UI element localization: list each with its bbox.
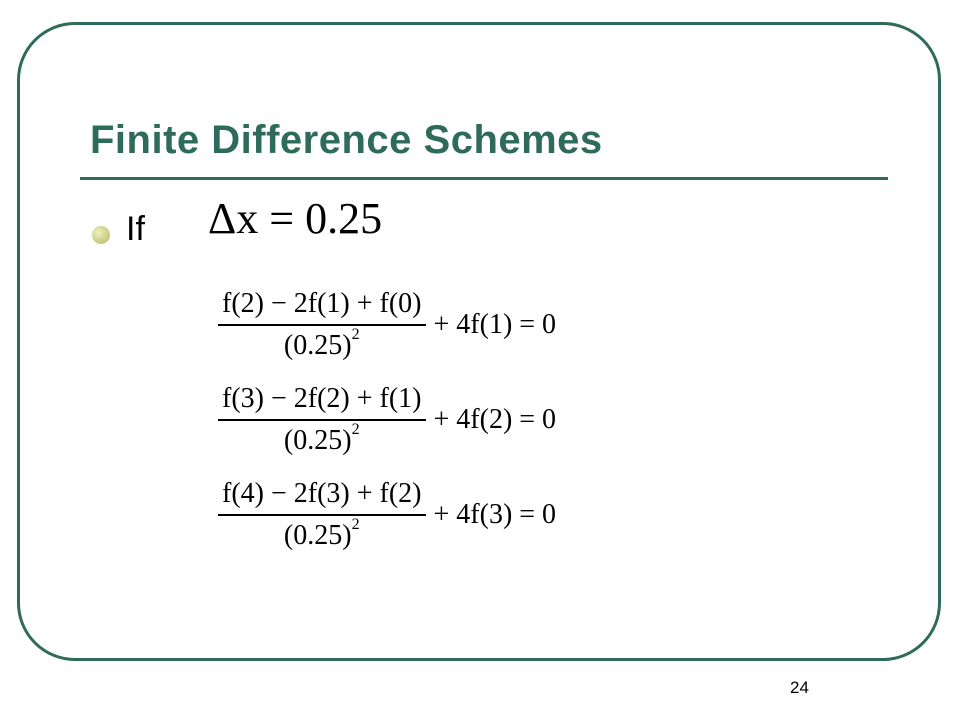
denominator-base: (0.25) — [283, 330, 352, 361]
fraction — [218, 383, 426, 457]
title-underline — [80, 177, 888, 180]
denominator-base: (0.25) — [283, 520, 352, 551]
numerator: f(4) − 2f(3) + f(2) — [218, 478, 426, 516]
numerator: f(3) − 2f(2) + f(1) — [218, 383, 426, 421]
equation-rest: + 4f(3) = 0 — [433, 499, 557, 530]
denominator — [284, 326, 360, 362]
equation-3 — [218, 478, 556, 552]
denominator — [284, 516, 360, 552]
equation-2 — [218, 383, 556, 457]
bullet-icon — [92, 226, 110, 244]
exponent: 2 — [351, 421, 360, 438]
page-number: 24 — [790, 678, 809, 697]
denominator — [284, 421, 360, 457]
exponent: 2 — [351, 326, 360, 343]
exponent: 2 — [351, 516, 360, 533]
bullet-text: If — [126, 210, 145, 248]
slide-title: Finite Difference Schemes — [90, 118, 603, 162]
equation-rest: + 4f(2) = 0 — [433, 404, 557, 435]
fraction — [218, 288, 426, 362]
equation-1 — [218, 288, 556, 362]
delta-x-expression: Δx = 0.25 — [208, 194, 383, 243]
equation-rest: + 4f(1) = 0 — [433, 309, 557, 340]
fraction — [218, 478, 426, 552]
numerator: f(2) − 2f(1) + f(0) — [218, 288, 426, 326]
denominator-base: (0.25) — [283, 425, 352, 456]
